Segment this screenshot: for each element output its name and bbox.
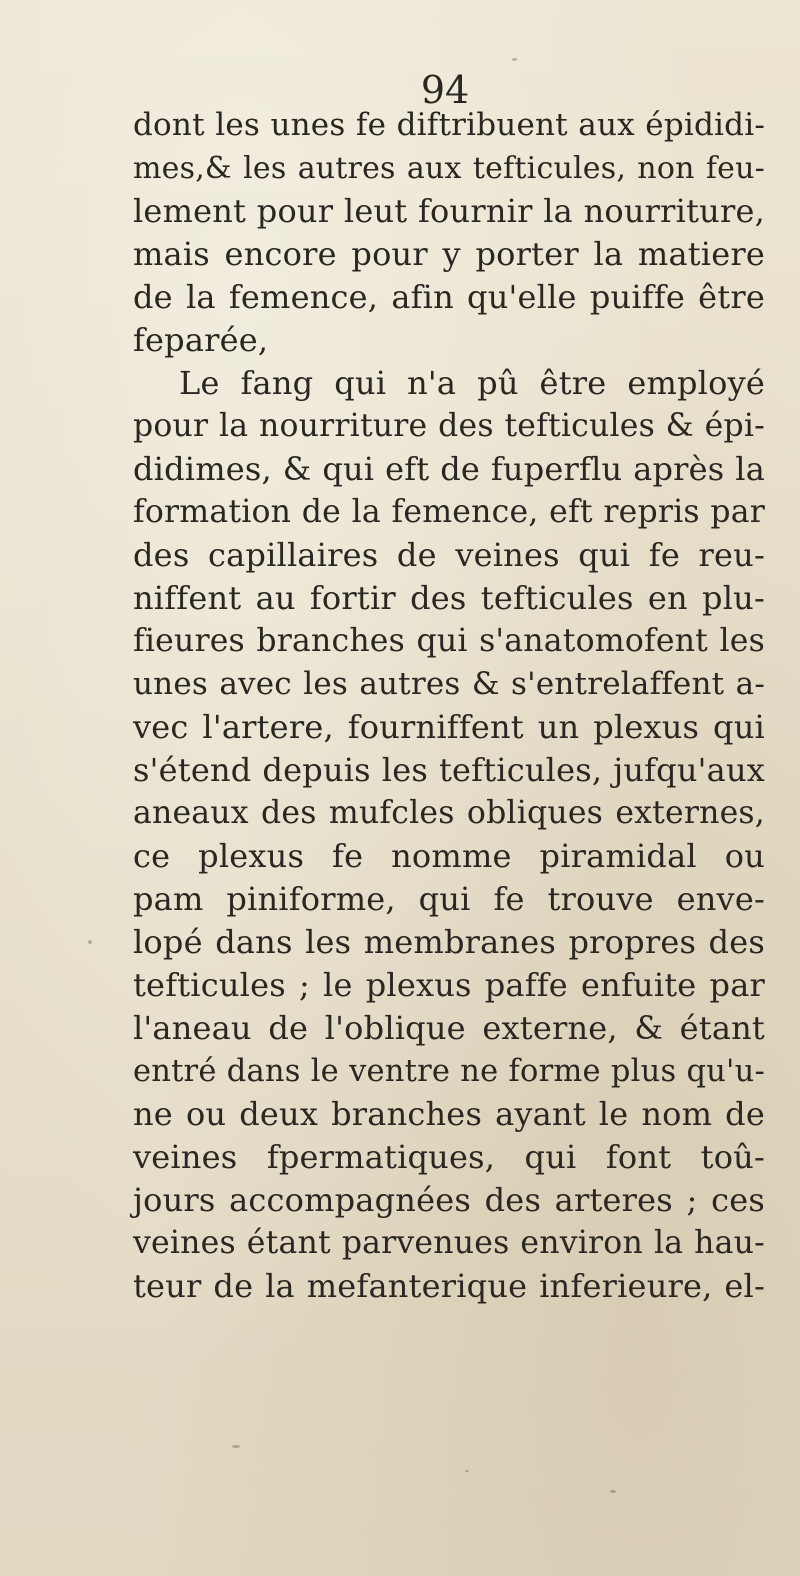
text-line: unes avec les autres & s'entrelaffent a- — [133, 666, 765, 702]
text-line: feparée, — [133, 321, 269, 359]
text-line: didimes, & qui eft de fuperflu après la — [133, 450, 765, 488]
text-line: s'étend depuis les tefticules, jufqu'aux — [133, 751, 765, 789]
text-line: veines fpermatiques, qui font toû- — [133, 1138, 765, 1176]
text-line: formation de la femence, eft repris par — [133, 494, 765, 530]
text-line: lement pour leut fournir la nourriture, — [133, 192, 765, 230]
text-line: jours accompagnées des arteres ; ces — [133, 1181, 765, 1219]
paper-speck — [465, 1470, 469, 1472]
text-line: ne ou deux branches ayant le nom de — [133, 1095, 765, 1133]
text-line: pour la nourriture des tefticules & épi- — [133, 408, 765, 444]
text-line: dont les unes fe diftribuent aux épididi- — [133, 107, 765, 143]
text-line: mais encore pour y porter la matiere — [133, 235, 765, 273]
text-line: l'aneau de l'oblique externe, & étant — [133, 1009, 765, 1047]
text-line: pam piniforme, qui fe trouve enve- — [133, 880, 765, 918]
text-line: veines étant parvenues environ la hau- — [133, 1225, 765, 1261]
text-line: entré dans le ventre ne forme plus qu'u- — [133, 1054, 765, 1089]
text-line: teur de la mefanterique inferieure, el- — [133, 1267, 765, 1305]
text-line: fieures branches qui s'anatomofent les — [133, 623, 765, 659]
text-line: ce plexus fe nomme piramidal ou — [133, 837, 765, 875]
paper-speck — [232, 1445, 240, 1448]
text-line: vec l'artere, fourniffent un plexus qui — [133, 708, 765, 746]
paper-speck — [610, 1490, 616, 1493]
paper-speck — [512, 58, 517, 61]
text-line: de la femence, afin qu'elle puiffe être — [133, 278, 765, 316]
paragraph-start-line: Le fang qui n'a pû être employé — [179, 364, 765, 402]
text-line: niffent au fortir des tefticules en plu- — [133, 579, 765, 617]
text-line: lopé dans les membranes propres des — [133, 923, 765, 961]
text-line: tefticules ; le plexus paffe enfuite par — [133, 966, 765, 1004]
body-text — [133, 104, 765, 1308]
paper-speck — [88, 940, 92, 944]
text-line: aneaux des mufcles obliques externes, — [133, 795, 765, 831]
page-number: 94 — [420, 68, 470, 112]
text-line: des capillaires de veines qui fe reu- — [133, 536, 765, 574]
text-line: mes,& les autres aux tefticules, non feu- — [133, 151, 765, 186]
